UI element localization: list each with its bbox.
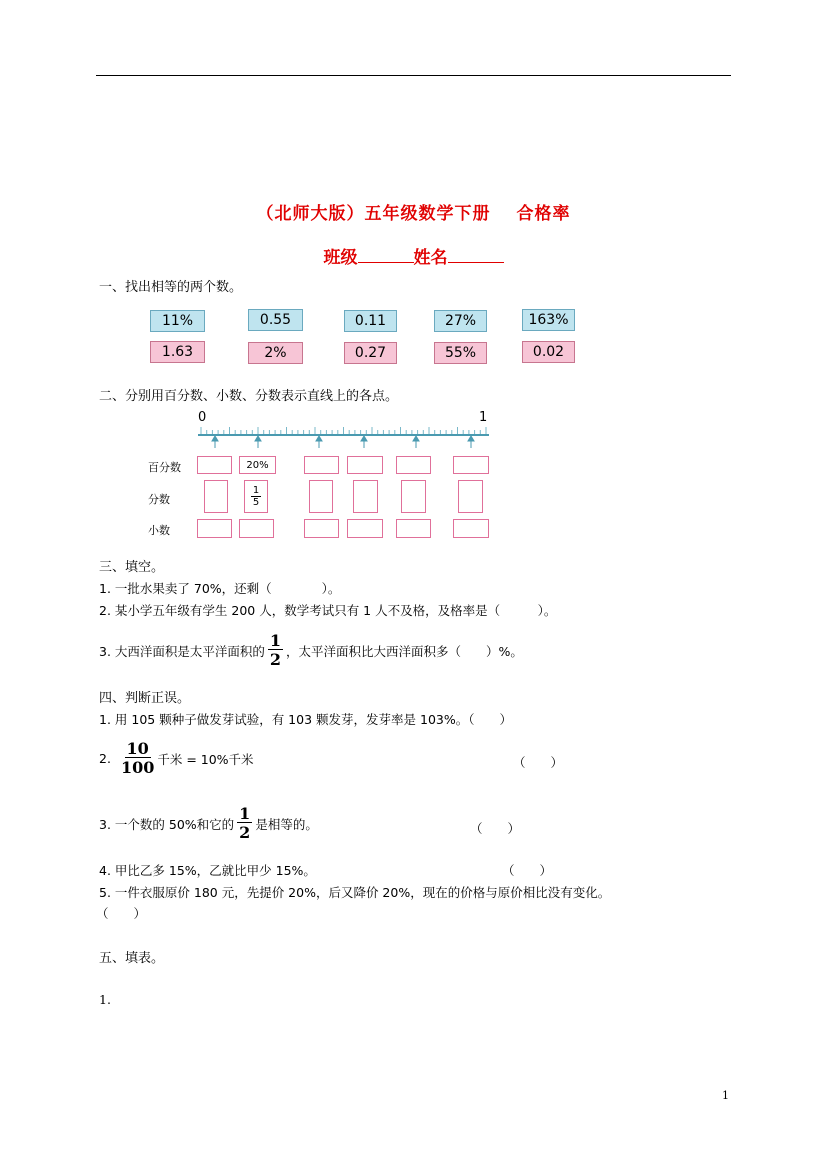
percent-example-box: 20% xyxy=(239,456,276,474)
decimal-answer-box[interactable] xyxy=(197,519,232,538)
section4-heading: 四、判断正误。 xyxy=(99,691,191,706)
denominator: 2 xyxy=(269,650,282,669)
number-box[interactable]: 163% xyxy=(522,309,575,331)
judge-q2-suffix: 千米 = 10%千米 xyxy=(157,751,254,767)
decimal-answer-box[interactable] xyxy=(304,519,339,538)
judge-question-1: 1. 用 105 颗种子做发芽试验，有 103 颗发芽，发芽率是 103%。（ ） xyxy=(99,712,512,727)
name-blank[interactable] xyxy=(448,248,504,263)
fraction-answer-box[interactable] xyxy=(401,480,426,513)
judge-question-4: 4. 甲比乙多 15%，乙就比甲少 15%。 xyxy=(99,863,316,878)
title-main: （北师大版）五年级数学下册 xyxy=(256,204,491,224)
header-rule xyxy=(96,75,731,76)
section2-heading: 二、分别用百分数、小数、分数表示直线上的各点。 xyxy=(99,389,399,404)
percent-answer-box[interactable] xyxy=(453,456,489,474)
class-blank[interactable] xyxy=(358,248,414,263)
judge-q4-answer[interactable]: （ ） xyxy=(502,863,553,878)
section5-heading: 五、填表。 xyxy=(99,951,165,966)
decimal-answer-box[interactable] xyxy=(347,519,383,538)
judge-question-5: 5. 一件衣服原价 180 元，先提价 20%，后又降价 20%，现在的价格与原价相比没有变化。 xyxy=(99,885,611,900)
number-box[interactable]: 0.02 xyxy=(522,341,575,363)
fraction xyxy=(268,633,283,668)
number-box[interactable]: 2% xyxy=(248,342,303,364)
number-box[interactable]: 0.27 xyxy=(344,342,397,364)
fill-question-1: 1. 一批水果卖了 70%，还剩（ ）。 xyxy=(99,581,341,596)
fraction xyxy=(237,806,252,841)
percent-answer-box[interactable] xyxy=(197,456,232,474)
section3-heading: 三、填空。 xyxy=(99,560,165,575)
fill-question-2: 2. 某小学五年级有学生 200 人，数学考试只有 1 人不及格，及格率是（ ）。 xyxy=(99,603,557,618)
page-title xyxy=(0,199,827,224)
decimal-answer-box[interactable] xyxy=(239,519,274,538)
fraction-answer-box[interactable] xyxy=(458,480,483,513)
numerator: 1 xyxy=(269,631,282,650)
number-box[interactable]: 55% xyxy=(434,342,487,364)
judge-q2-prefix: 2. xyxy=(99,751,111,766)
judge-q3-suffix: 是相等的。 xyxy=(255,816,318,832)
fraction-answer-box[interactable] xyxy=(309,480,333,513)
axis-end-label: 1 xyxy=(479,410,488,425)
example-numerator: 1 xyxy=(252,485,260,496)
number-line xyxy=(195,420,495,450)
decimal-answer-box[interactable] xyxy=(453,519,489,538)
judge-q3-answer[interactable]: （ ） xyxy=(470,821,521,836)
fraction xyxy=(121,741,154,776)
number-box[interactable]: 0.55 xyxy=(248,309,303,331)
fill-q3-suffix: ，太平洋面积比大西洋面积多（ ）%。 xyxy=(286,643,523,659)
fill-q3-prefix: 3. 大西洋面积是太平洋面积的 xyxy=(99,643,265,659)
fraction-answer-box[interactable] xyxy=(204,480,228,513)
row-label-decimal: 小数 xyxy=(148,524,170,537)
judge-question-3 xyxy=(99,806,318,841)
judge-question-2 xyxy=(99,741,254,776)
number-box[interactable]: 27% xyxy=(434,310,487,332)
denominator: 100 xyxy=(120,758,155,777)
section1-heading: 一、找出相等的两个数。 xyxy=(99,280,243,295)
row-label-fraction: 分数 xyxy=(148,493,170,506)
class-label: 班级 xyxy=(323,248,358,268)
percent-answer-box[interactable] xyxy=(304,456,339,474)
decimal-answer-box[interactable] xyxy=(396,519,431,538)
fraction-answer-box[interactable] xyxy=(353,480,378,513)
fraction-example-box xyxy=(244,480,268,513)
example-denominator: 5 xyxy=(252,497,260,508)
title-sub: 合格率 xyxy=(516,204,571,224)
axis-start-label: 0 xyxy=(198,410,207,425)
percent-answer-box[interactable] xyxy=(347,456,383,474)
numerator: 1 xyxy=(239,804,251,823)
judge-q3-prefix: 3. 一个数的 50%和它的 xyxy=(99,816,235,832)
table-item-1: 1. xyxy=(99,992,111,1007)
number-box[interactable]: 1.63 xyxy=(150,341,205,363)
number-box[interactable]: 0.11 xyxy=(344,310,397,332)
row-label-percent: 百分数 xyxy=(148,461,181,474)
class-name-line xyxy=(0,243,827,268)
judge-q5-answer[interactable]: （ ） xyxy=(96,906,147,921)
judge-q2-answer[interactable]: （ ） xyxy=(513,755,564,770)
fill-question-3 xyxy=(99,633,523,668)
number-box[interactable]: 11% xyxy=(150,310,205,332)
page-number: 1 xyxy=(722,1089,729,1102)
denominator: 2 xyxy=(239,823,251,842)
name-label: 姓名 xyxy=(413,248,448,268)
percent-answer-box[interactable] xyxy=(396,456,431,474)
numerator: 10 xyxy=(126,739,149,758)
